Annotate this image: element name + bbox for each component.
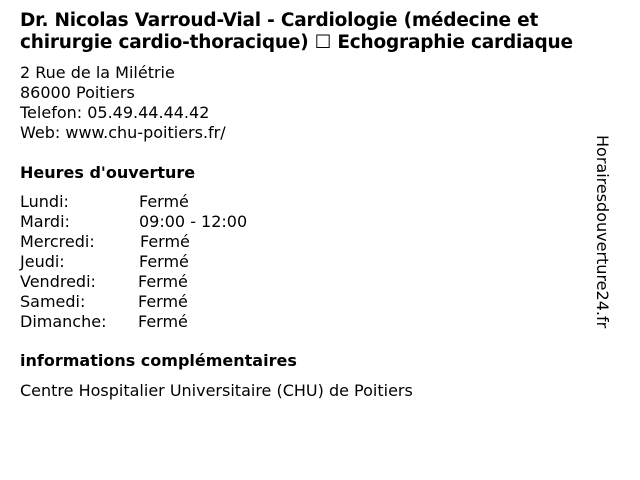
page-title [20,10,620,54]
hours-row-friday [20,272,620,292]
business-card [20,10,620,401]
address-block [20,63,620,143]
hours-row-tuesday [20,212,620,232]
hours-day: Vendredi: [20,272,96,291]
address-city: 86000 Poitiers [20,83,135,102]
hours-time: Fermé [139,252,189,271]
hours-day: Lundi: [20,192,69,211]
title-line-2: chirurgie cardio-thoracique) ☐ Echographie cardiaque [20,32,573,53]
hours-time: Fermé [140,232,190,251]
address-street: 2 Rue de la Milétrie [20,63,175,82]
hours-row-thursday [20,252,620,272]
hours-time: Fermé [138,312,188,331]
info-title: informations complémentaires [20,351,297,370]
hours-day: Dimanche: [20,312,107,331]
hours-time: 09:00 - 12:00 [139,212,248,231]
hours-row-sunday [20,312,620,332]
title-line-1: Dr. Nicolas Varroud-Vial - Cardiologie (médecine et [20,10,539,31]
hours-day: Jeudi: [20,252,65,271]
hours-time: Fermé [138,292,188,311]
hours-day: Mardi: [20,212,70,231]
info-text: Centre Hospitalier Universitaire (CHU) de Poitiers [20,381,413,400]
address-phone: Telefon: 05.49.44.44.42 [20,103,210,122]
address-web: Web: www.chu-poitiers.fr/ [20,123,226,142]
watermark-text: Horairesdouverture24.fr [593,135,612,329]
hours-day: Mercredi: [20,232,95,251]
hours-row-wednesday [20,232,620,252]
hours-day: Samedi: [20,292,86,311]
hours-time: Fermé [138,272,188,291]
hours-title: Heures d'ouverture [20,163,196,182]
opening-hours-list [20,192,620,332]
hours-row-saturday [20,292,620,312]
hours-time: Fermé [139,192,189,211]
hours-row-monday [20,192,620,212]
